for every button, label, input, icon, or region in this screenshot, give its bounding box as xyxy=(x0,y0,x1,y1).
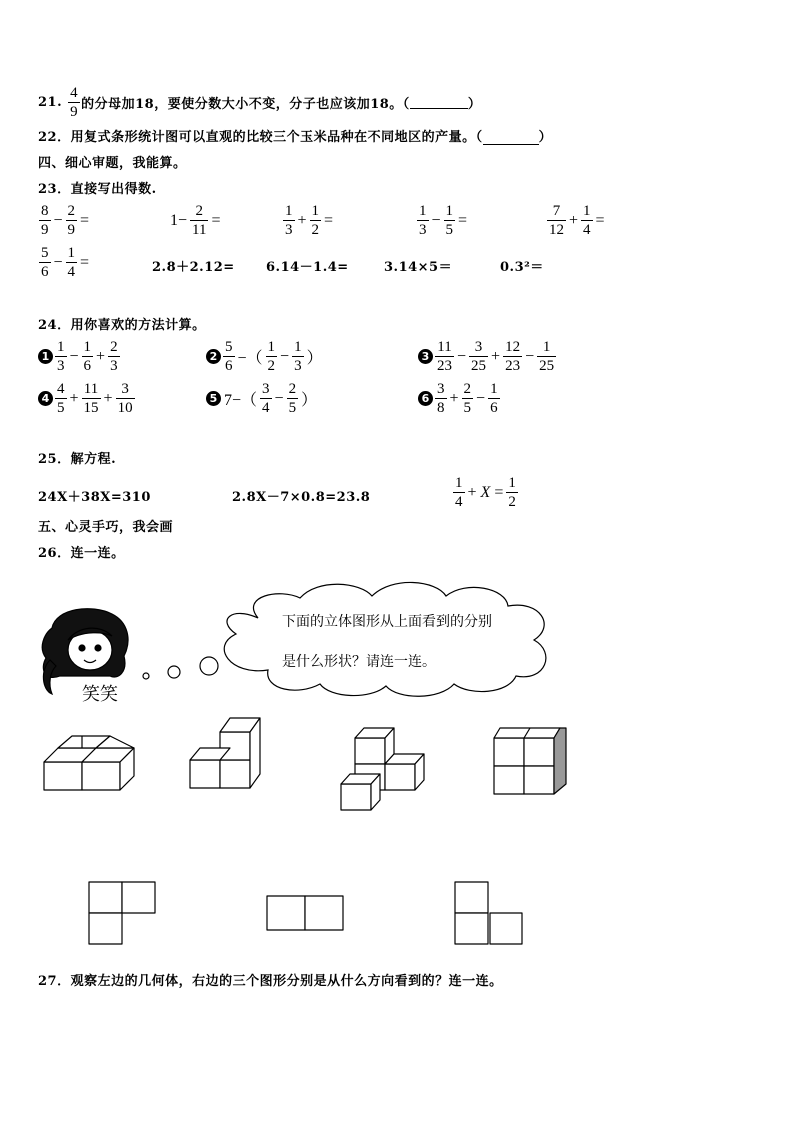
q23-expr-9: 3.14×5＝ xyxy=(384,260,453,275)
equation-2: 2.8X－7×0.8=23.8 xyxy=(232,490,371,505)
section-heading: 四、细心审题，我能算。 xyxy=(38,156,187,171)
solid-figure-1 xyxy=(44,736,134,790)
q24-expr-2: 2 $\frac{5}{6}$ −（ $\frac{1}{2}$ − $\frac{1}{3}$ ） xyxy=(206,338,325,375)
q23-expr-6: $\frac{5}{6}$ − $\frac{1}{4}$ = xyxy=(41,245,90,280)
equation-1: 24X＋38X=310 xyxy=(38,490,151,505)
q24-expr-1: 1 $\frac{1}{3}$ − $\frac{1}{6}$ + $\frac{2}{3}$ xyxy=(38,338,121,375)
question-text: 的分母加18，要使分数大小不变，分子也应该加18。（ xyxy=(81,97,410,112)
character-name: 笑笑 xyxy=(82,684,118,705)
q23-expr-8: 6.14－1.4= xyxy=(266,260,349,275)
question-24-title: 24．用你喜欢的方法计算。 xyxy=(38,318,206,333)
q23-expr-1: $\frac{8}{9}$ − $\frac{2}{9}$ = xyxy=(41,203,90,238)
solid-figure-3 xyxy=(341,728,424,810)
q23-expr-3: $\frac{1}{3}$ + $\frac{1}{2}$ = xyxy=(285,203,334,238)
top-view-shape-1 xyxy=(89,882,155,944)
circled-number: 3 xyxy=(418,349,433,364)
q24-expr-5: 5 7−（ $\frac{3}{4}$ − $\frac{2}{5}$ ） xyxy=(206,380,319,417)
bubble-text-line-1: 下面的立体图形从上面看到的分别 xyxy=(282,614,492,630)
question-number: 21. xyxy=(38,95,63,110)
q23-expr-10: 0.3²＝ xyxy=(500,260,544,275)
top-view-shape-2 xyxy=(267,896,343,930)
question-21: 21. $\frac{4}{9}$ 的分母加18，要使分数大小不变，分子也应该加18。（ ） xyxy=(38,85,482,120)
question-26-title: 26．连一连。 xyxy=(38,546,125,561)
solid-figure-4 xyxy=(494,728,566,794)
question-22: 22．用复式条形统计图可以直观的比较三个玉米品种在不同地区的产量。（ ） xyxy=(38,126,552,145)
top-view-shape-3 xyxy=(455,882,522,944)
circled-number: 2 xyxy=(206,349,221,364)
question-25-title: 25．解方程. xyxy=(38,452,117,467)
q24-expr-4: 4 $\frac{4}{5}$ + $\frac{11}{15}$ + $\frac{3}{10}$ xyxy=(38,380,136,417)
circled-number: 6 xyxy=(418,391,433,406)
question-23-title: 23．直接写出得数. xyxy=(38,182,157,197)
question-text: 22．用复式条形统计图可以直观的比较三个玉米品种在不同地区的产量。（ xyxy=(38,130,483,145)
circled-number: 5 xyxy=(206,391,221,406)
question-27: 27．观察左边的几何体，右边的三个图形分别是从什么方向看到的？连一连。 xyxy=(38,974,503,989)
bubble-text-line-2: 是什么形状？请连一连。 xyxy=(282,654,436,670)
solid-figure-2 xyxy=(190,718,260,788)
q23-expr-5: $\frac{7}{12}$ + $\frac{1}{4}$ = xyxy=(549,203,605,238)
circled-number: 1 xyxy=(38,349,53,364)
q23-expr-2: 1− $\frac{2}{11}$ = xyxy=(170,203,221,238)
q23-expr-4: $\frac{1}{3}$ − $\frac{1}{5}$ = xyxy=(419,203,468,238)
circled-number: 4 xyxy=(38,391,53,406)
q24-expr-3: 3 $\frac{11}{23}$ − $\frac{3}{25}$ + $\frac{12}{23}$ − $\frac{1}{25}$ xyxy=(418,338,557,375)
equation-3: $\frac{1}{4}$ + X = $\frac{1}{2}$ xyxy=(455,475,516,510)
fraction: $\frac{4}{9}$ xyxy=(70,85,79,120)
q24-expr-6: 6 $\frac{3}{8}$ + $\frac{2}{5}$ − $\frac{1}{6}$ xyxy=(418,380,501,417)
section-heading: 五、心灵手巧，我会画 xyxy=(38,520,174,535)
q23-expr-7: 2.8＋2.12= xyxy=(152,260,235,275)
